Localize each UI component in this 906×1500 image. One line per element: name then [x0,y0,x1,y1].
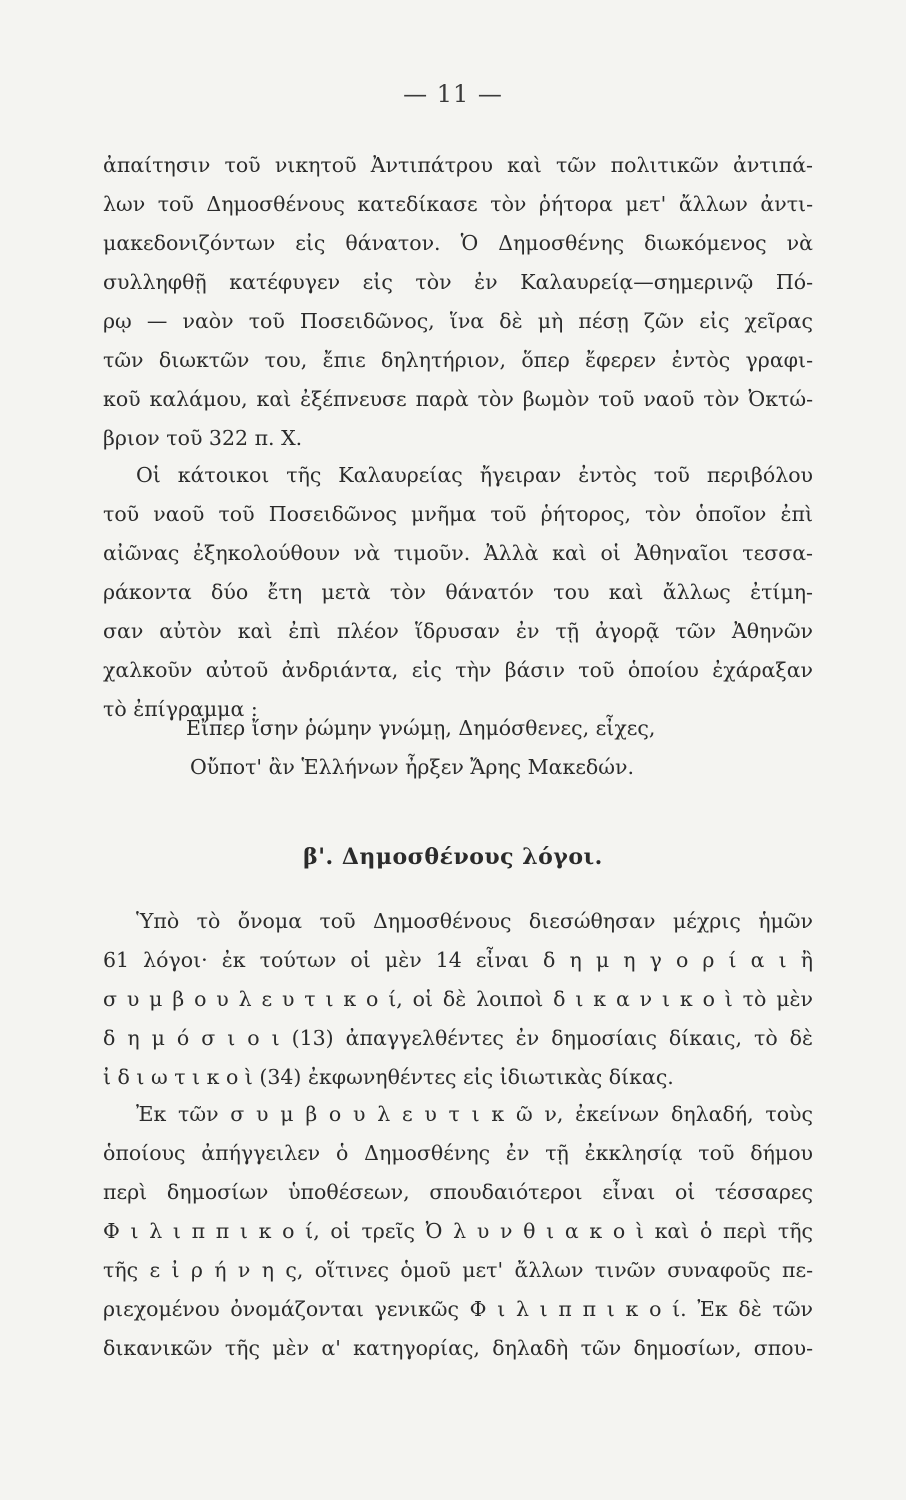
epigram [186,709,655,787]
text-line: ἰ δ ι ω τ ι κ ο ὶ (34) ἐκφωνηθέντες εἰς ἰδιωτικὰς δίκας. [103,1065,674,1089]
text-line: αἰῶνας ἐξηκολούθουν νὰ τιμοῦν. Ἀλλὰ καὶ οἱ Ἀθηναῖοι τεσσα- [103,541,813,565]
text-line: δ η μ ό σ ι ο ι (13) ἀπαγγελθέντες ἐν δημοσίαις δίκαις, τὸ δὲ [103,1026,813,1050]
text-line: λων τοῦ Δημοσθένους κατεδίκασε τὸν ῥήτορα μετ' ἄλλων ἀντι- [103,192,813,216]
text-line: ράκοντα δύο ἔτη μετὰ τὸν θάνατόν του καὶ ἄλλως ἐτίμη- [103,580,813,604]
text-line: κοῦ καλάμου, καὶ ἐξέπνευσε παρὰ τὸν βωμὸν τοῦ ναοῦ τὸν Ὀκτώ- [103,387,813,411]
text-line: περὶ δημοσίων ὑποθέσεων, σπουδαιότεροι εἶναι οἱ τέσσαρες [103,1180,813,1204]
text-line: ριεχομένου ὀνομάζονται γενικῶς Φ ι λ ι π π ι κ ο ί. Ἐκ δὲ τῶν [103,1297,813,1321]
text-line: σ υ μ β ο υ λ ε υ τ ι κ ο ί, οἱ δὲ λοιποὶ δ ι κ α ν ι κ ο ὶ τὸ μὲν [103,987,813,1011]
text-line: τοῦ ναοῦ τοῦ Ποσειδῶνος μνῆμα τοῦ ῥήτορος, τὸν ὁποῖον ἐπὶ [103,502,813,526]
text-line: τῶν διωκτῶν του, ἔπιε δηλητήριον, ὅπερ ἔφερεν ἐντὸς γραφι- [103,348,813,372]
epigram-line: Οὔποτ' ἂν Ἑλλήνων ἦρξεν Ἄρης Μακεδών. [190,755,634,779]
section-title: β'. Δημοσθένους λόγοι. [303,844,603,870]
text-line: ρῳ — ναὸν τοῦ Ποσειδῶνος, ἵνα δὲ μὴ πέσῃ ζῶν εἰς χεῖρας [103,309,813,333]
text-line: ὁποίους ἀπήγγειλεν ὁ Δημοσθένης ἐν τῇ ἐκκλησίᾳ τοῦ δήμου [103,1141,813,1165]
text-line: βριον τοῦ 322 π. Χ. [103,426,303,450]
text-line: τῆς ε ἰ ρ ή ν η ς, οἵτινες ὁμοῦ μετ' ἄλλων τινῶν συναφοῦς πε- [103,1258,813,1282]
paragraph-4 [103,1095,813,1368]
text-line: Οἱ κάτοικοι τῆς Καλαυρείας ἤγειραν ἐντὸς τοῦ περιβόλου [136,463,813,487]
text-line: μακεδονιζόντων εἰς θάνατον. Ὁ Δημοσθένης διωκόμενος νὰ [103,231,813,255]
page-number: — 11 — [403,80,503,108]
text-line: 61 λόγοι· ἐκ τούτων οἱ μὲν 14 εἶναι δ η μ η γ ο ρ ί α ι ἢ [103,948,813,972]
text-line: συλληφθῇ κατέφυγεν εἰς τὸν ἐν Καλαυρείᾳ—σημερινῷ Πό- [103,270,813,294]
text-line: Ἐκ τῶν σ υ μ β ο υ λ ε υ τ ι κ ῶ ν, ἐκείνων δηλαδή, τοὺς [136,1102,813,1126]
text-line: δικανικῶν τῆς μὲν α' κατηγορίας, δηλαδὴ τῶν δημοσίων, σπου- [103,1336,813,1360]
paragraph-2 [103,456,813,729]
text-line: σαν αὐτὸν καὶ ἐπὶ πλέον ἵδρυσαν ἐν τῇ ἀγορᾷ τῶν Ἀθηνῶν [103,619,813,643]
text-line: τὸ ἐπίγραμμα : [103,697,258,721]
text-line: χαλκοῦν αὐτοῦ ἀνδριάντα, εἰς τὴν βάσιν τοῦ ὁποίου ἐχάραξαν [103,658,813,682]
text-line: Φ ι λ ι π π ι κ ο ί, οἱ τρεῖς Ὀ λ υ ν θ ι α κ ο ὶ καὶ ὁ περὶ τῆς [103,1219,813,1243]
paragraph-3 [103,902,813,1097]
text-line: Ὑπὸ τὸ ὄνομα τοῦ Δημοσθένους διεσώθησαν μέχρις ἡμῶν [136,909,813,933]
text-line: ἀπαίτησιν τοῦ νικητοῦ Ἀντιπάτρου καὶ τῶν πολιτικῶν ἀντιπά- [103,153,813,177]
paragraph-1 [103,146,813,458]
epigram-line: Εἴπερ ἴσην ῥώμην γνώμῃ, Δημόσθενες, εἶχες, [186,716,656,740]
